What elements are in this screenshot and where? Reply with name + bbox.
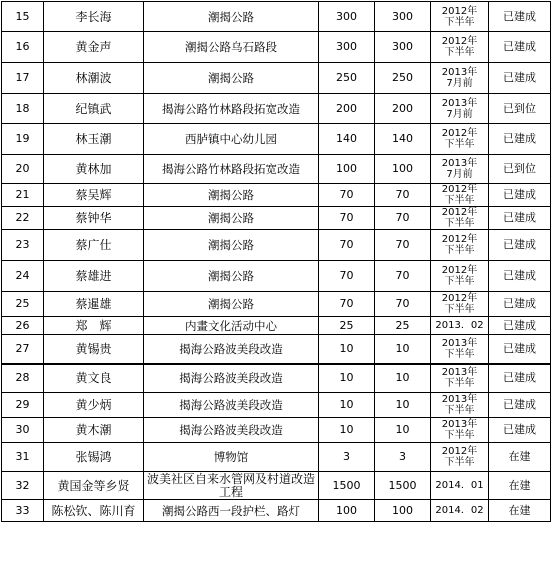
pledged-amount: 70 [319,261,375,292]
paid-amount: 200 [375,94,431,124]
completion-time-line: 2013年 [441,67,478,78]
project-name: 内畫文化活动中心 [144,317,319,335]
project-name: 揭海公路竹林路段拓宽改造 [144,155,319,184]
project-status: 已建成 [489,393,551,418]
paid-amount: 300 [375,32,431,63]
pledged-amount: 3 [319,443,375,472]
project-name: 潮揭公路 [144,292,319,317]
paid-amount: 140 [375,124,431,155]
completion-time-line: 下半年 [444,195,475,206]
project-status: 已建成 [489,124,551,155]
completion-time-line: 下半年 [444,245,475,256]
completion-time-line: 2012年 [441,446,478,457]
completion-time [431,292,489,317]
donor-name: 蔡雄进 [44,261,144,292]
donor-name: 纪镇武 [44,94,144,124]
donor-name: 蔡暹雄 [44,292,144,317]
pledged-amount: 10 [319,393,375,418]
completion-time [431,472,489,500]
completion-time [431,317,489,335]
table-row [2,184,551,207]
completion-time-line: 2013．02 [435,320,484,331]
project-name: 潮揭公路西一段护栏、路灯 [144,500,319,522]
completion-time-line: 下半年 [444,304,475,315]
completion-time-line: 2012年 [441,234,478,245]
row-number: 16 [2,32,44,63]
donor-name: 黄文良 [44,364,144,393]
paid-amount: 10 [375,393,431,418]
pledged-amount: 10 [319,335,375,364]
completion-time-line: 下半年 [444,218,475,229]
completion-time-line: 下半年 [444,276,475,287]
pledged-amount: 250 [319,63,375,94]
row-number: 17 [2,63,44,94]
completion-time [431,500,489,522]
donor-name: 林玉潮 [44,124,144,155]
project-status: 已建成 [489,335,551,364]
project-name: 潮揭公路 [144,2,319,32]
completion-time [431,2,489,32]
table-row [2,124,551,155]
row-number: 22 [2,207,44,230]
completion-time-line: 下半年 [444,348,475,360]
row-number: 27 [2,335,44,364]
project-name: 潮揭公路 [144,184,319,207]
project-status: 已建成 [489,292,551,317]
row-number: 26 [2,317,44,335]
pledged-amount: 10 [319,418,375,443]
completion-time-line: 下半年 [444,430,475,441]
project-status: 已建成 [489,2,551,32]
table-row [2,230,551,261]
completion-time-line: 下半年 [444,378,475,390]
donor-name: 蔡广仕 [44,230,144,261]
completion-time-line: 2013年 [441,367,478,379]
table-row [2,63,551,94]
row-number: 18 [2,94,44,124]
donor-name: 黄少炳 [44,393,144,418]
table-row [2,472,551,500]
paid-amount: 100 [375,155,431,184]
donor-name: 黄木潮 [44,418,144,443]
project-status: 已建成 [489,63,551,94]
row-number: 30 [2,418,44,443]
completion-time [431,124,489,155]
completion-time-line: 7月前 [446,78,473,89]
completion-time [431,207,489,230]
row-number: 32 [2,472,44,500]
completion-time-line: 2013年 [441,337,478,349]
project-name: 揭海公路波美段改造 [144,418,319,443]
completion-time-line: 下半年 [444,47,475,58]
pledged-amount: 200 [319,94,375,124]
row-number: 23 [2,230,44,261]
project-status: 已建成 [489,207,551,230]
project-status: 已建成 [489,364,551,393]
donor-name: 张锡鸿 [44,443,144,472]
completion-time-line: 2012年 [441,128,478,139]
project-status: 已到位 [489,94,551,124]
row-number: 25 [2,292,44,317]
completion-time [431,155,489,184]
donor-name: 陈松钦、陈川育 [44,500,144,522]
completion-time [431,63,489,94]
table-row [2,335,551,364]
completion-time-line: 2014．02 [435,505,484,516]
project-name: 潮揭公路 [144,63,319,94]
donor-name: 黄金声 [44,32,144,63]
pledged-amount: 100 [319,500,375,522]
paid-amount: 3 [375,443,431,472]
project-status: 已建成 [489,230,551,261]
paid-amount: 10 [375,418,431,443]
pledged-amount: 140 [319,124,375,155]
project-name: 潮揭公路乌石路段 [144,32,319,63]
project-name: 潮揭公路 [144,207,319,230]
project-name: 揭海公路竹林路段拓宽改造 [144,94,319,124]
table-row [2,2,551,32]
paid-amount: 25 [375,317,431,335]
pledged-amount: 300 [319,2,375,32]
completion-time [431,364,489,393]
table-row [2,364,551,393]
pledged-amount: 70 [319,230,375,261]
pledged-amount: 70 [319,184,375,207]
completion-time [431,335,489,364]
donor-name: 黄林加 [44,155,144,184]
row-number: 15 [2,2,44,32]
table-row [2,317,551,335]
project-status: 已建成 [489,261,551,292]
completion-time-line: 2014．01 [435,480,484,491]
row-number: 33 [2,500,44,522]
completion-time [431,261,489,292]
row-number: 28 [2,364,44,393]
row-number: 21 [2,184,44,207]
pledged-amount: 70 [319,292,375,317]
completion-time [431,393,489,418]
table-row [2,393,551,418]
completion-time-line: 2013年 [441,97,478,109]
project-status: 在建 [489,500,551,522]
completion-time [431,32,489,63]
completion-time [431,184,489,207]
donor-name: 黄国金等乡贤 [44,472,144,500]
completion-time-line: 2012年 [441,207,478,218]
project-status: 已建成 [489,317,551,335]
row-number: 20 [2,155,44,184]
completion-time-line: 7月前 [446,108,473,120]
paid-amount: 100 [375,500,431,522]
completion-time-line: 2012年 [441,293,478,304]
donor-name: 蔡吴辉 [44,184,144,207]
pledged-amount: 1500 [319,472,375,500]
table-row [2,94,551,124]
completion-time-line: 2013年 [441,394,478,405]
pledged-amount: 70 [319,207,375,230]
completion-time-line: 下半年 [444,405,475,416]
row-number: 19 [2,124,44,155]
table-row [2,207,551,230]
paid-amount: 300 [375,2,431,32]
project-status: 已建成 [489,184,551,207]
project-name: 潮揭公路 [144,261,319,292]
pledged-amount: 300 [319,32,375,63]
donor-name: 郑 辉 [44,317,144,335]
completion-time-line: 7月前 [446,169,473,180]
pledged-amount: 100 [319,155,375,184]
paid-amount: 70 [375,230,431,261]
project-name: 博物馆 [144,443,319,472]
row-number: 24 [2,261,44,292]
paid-amount: 10 [375,364,431,393]
table-row [2,292,551,317]
paid-amount: 70 [375,184,431,207]
completion-time [431,418,489,443]
completion-time-line: 下半年 [444,139,475,150]
paid-amount: 250 [375,63,431,94]
completion-time-line: 下半年 [444,457,475,468]
completion-time-line: 2012年 [441,265,478,276]
paid-amount: 70 [375,207,431,230]
table-row [2,261,551,292]
project-name: 西胪镇中心幼儿园 [144,124,319,155]
completion-time [431,443,489,472]
donor-name: 林潮波 [44,63,144,94]
paid-amount: 70 [375,292,431,317]
table-row [2,418,551,443]
completion-time-line: 2013年 [441,419,478,430]
table-row [2,155,551,184]
row-number: 29 [2,393,44,418]
project-status: 在建 [489,443,551,472]
pledged-amount: 10 [319,364,375,393]
project-name: 揭海公路波美段改造 [144,393,319,418]
paid-amount: 70 [375,261,431,292]
completion-time [431,230,489,261]
pledged-amount: 25 [319,317,375,335]
completion-time-line: 2013年 [441,158,478,169]
completion-time-line: 下半年 [444,16,475,28]
project-status: 已建成 [489,32,551,63]
donation-table [1,1,551,522]
project-name: 潮揭公路 [144,230,319,261]
table-row [2,32,551,63]
completion-time-line: 2012年 [441,36,478,47]
row-number: 31 [2,443,44,472]
donor-name: 蔡钟华 [44,207,144,230]
completion-time-line: 2012年 [441,5,478,17]
donor-name: 李长海 [44,2,144,32]
table-row [2,500,551,522]
completion-time [431,94,489,124]
donor-name: 黄锡贵 [44,335,144,364]
completion-time-line: 2012年 [441,184,478,195]
project-name: 揭海公路波美段改造 [144,364,319,393]
project-name: 揭海公路波美段改造 [144,335,319,364]
project-name: 波美社区自来水管网及村道改造工程 [144,472,319,500]
project-status: 在建 [489,472,551,500]
table-row [2,443,551,472]
paid-amount: 1500 [375,472,431,500]
project-status: 已建成 [489,418,551,443]
paid-amount: 10 [375,335,431,364]
project-status: 已到位 [489,155,551,184]
